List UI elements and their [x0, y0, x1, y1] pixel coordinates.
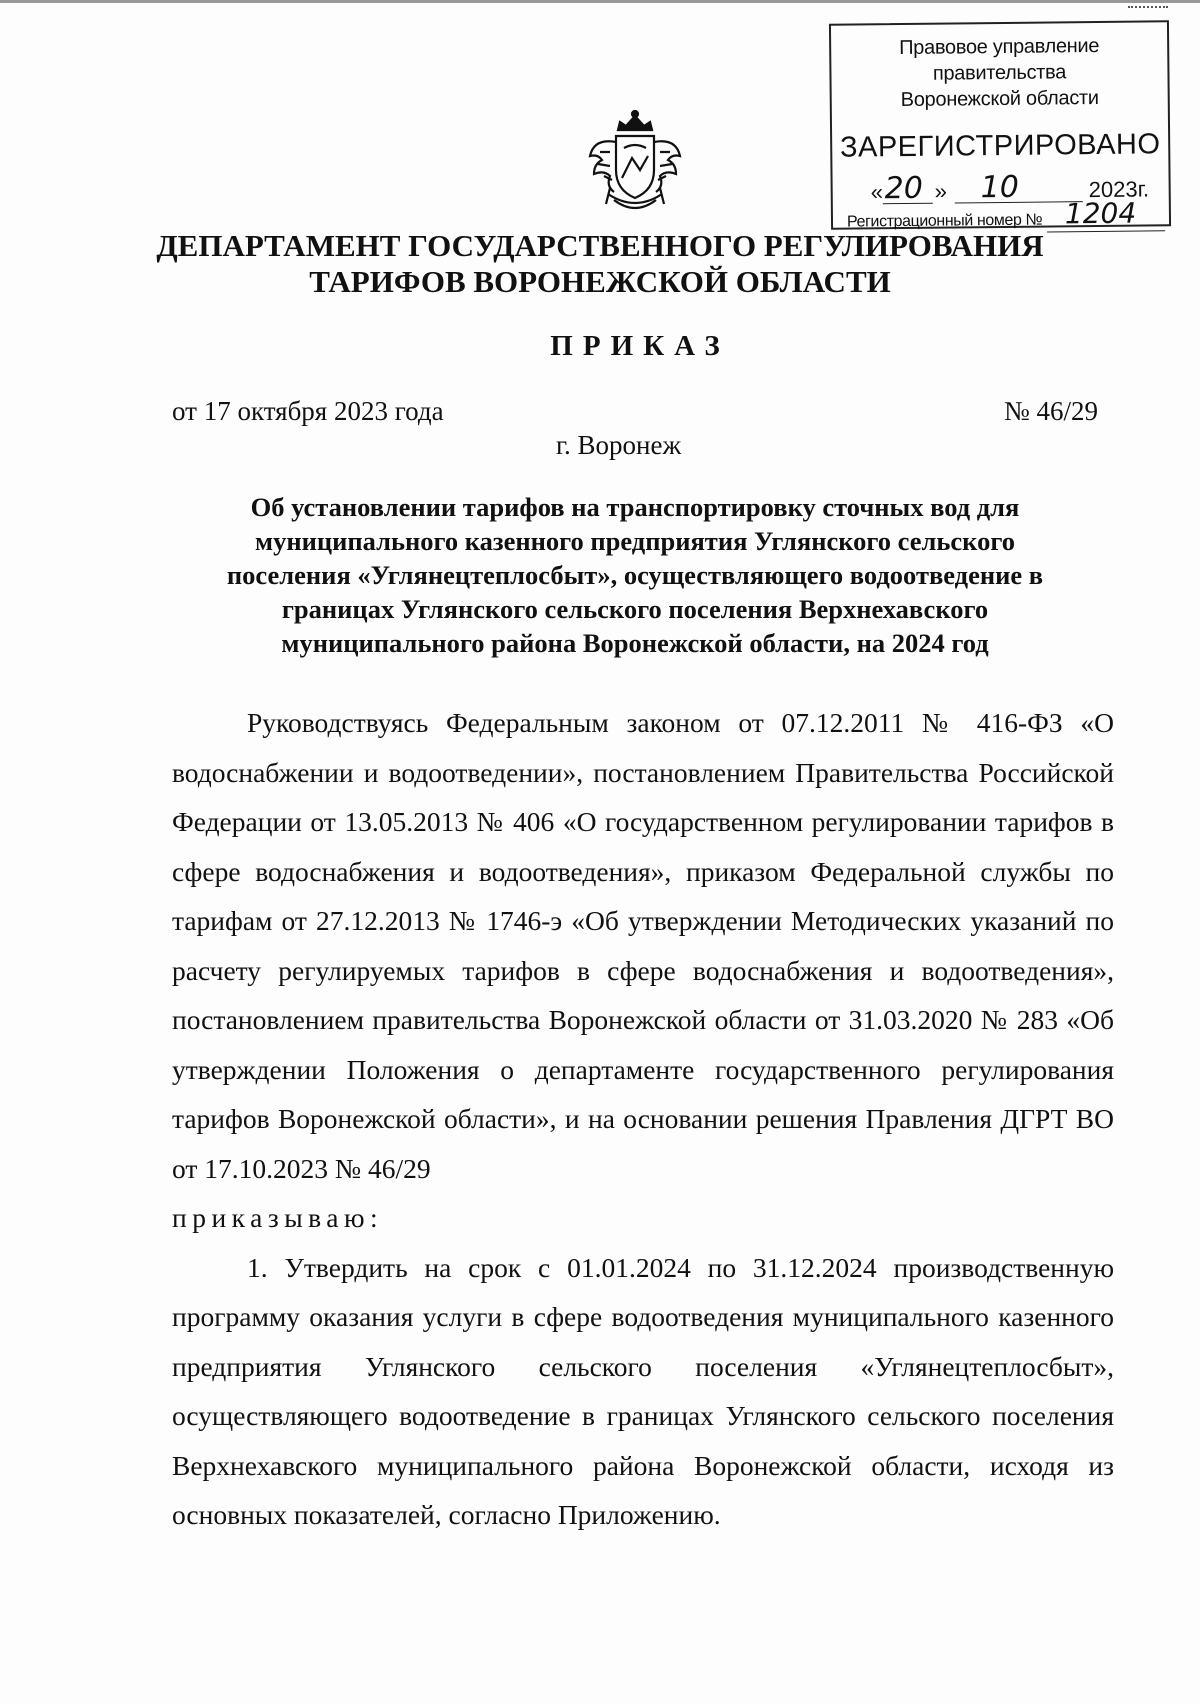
coat-of-arms-icon — [580, 108, 690, 218]
stamp-reg-value: 1204 — [1064, 196, 1137, 231]
document-number: № 46/29 — [1004, 396, 1099, 426]
stamp-reg-label: Регистрационный номер № — [846, 211, 1043, 231]
scan-edge — [0, 0, 1200, 3]
stamp-org-line1: Правовое управление правительства — [899, 34, 1100, 85]
document-subject: Об установлении тарифов на транспортировку сточных вод для муниципального казенного предприятия Углянского сельского поселения «Углянецтеплосбыт», осуществляющего водоотведение в границах Углянского сельского поселения Верхнехавского муниципального района Воронежской области, на 2024 год — [226, 492, 1044, 658]
document-type: ПРИКАЗ — [550, 330, 730, 362]
stamp-quote-open: « — [870, 179, 884, 205]
stamp-date-day: 20 — [884, 170, 924, 207]
order-item-1: 1. Утвердить на срок с 01.01.2024 по 31.12.2024 производственную программу оказания услуги в сфере водоотведения муниципального казенного предприятия Углянского сельского поселения «Углянецтеплосбыт», осуществляющего водоотведение в границах Углянского сельского поселения Верхнехавского муниципального района Воронежской области, исходя из основных показателей, согласно Приложению. — [172, 1251, 1114, 1530]
stamp-org-line2: Воронежской области — [900, 86, 1099, 112]
stamp-date-month: 10 — [980, 169, 1020, 206]
department-title — [150, 228, 1050, 300]
document-date: от 17 октября 2023 года — [172, 396, 444, 426]
stamp-reg-number — [846, 196, 1167, 231]
stamp-registered: ЗАРЕГИСТРИРОВАНО — [839, 128, 1161, 164]
stamp-organization — [831, 32, 1168, 114]
document-body — [172, 698, 1114, 1540]
document-city: г. Воронеж — [556, 430, 682, 460]
scan-mark — [1128, 0, 1168, 8]
preamble-paragraph: Руководствуясь Федеральным законом от 07.12.2011 № 416-ФЗ «О водоснабжении и водоотведении», постановлением Правительства Российской Федерации от 13.05.2013 № 406 «О государственном регулировании тарифов в сфере водоснабжения и водоотведения», приказом Федеральной службы по тарифам от 27.12.2013 № 1746-э «Об утверждении Методических указаний по расчету регулируемых тарифов в сфере водоснабжения и водоотведения», постановлением правительства Воронежской области от 31.03.2020 № 283 «Об утверждении Положения о департаменте государственного регулирования тарифов Воронежской области», и на основании решения Правления ДГРТ ВО от 17.10.2023 № 46/29 — [172, 707, 1114, 1184]
department-title-line2: ТАРИФОВ ВОРОНЕЖСКОЙ ОБЛАСТИ — [309, 264, 891, 299]
registration-stamp — [829, 20, 1171, 230]
department-title-line1: ДЕПАРТАМЕНТ ГОСУДАРСТВЕННОГО РЕГУЛИРОВАНИЯ — [156, 228, 1044, 263]
order-word: приказываю: — [172, 1202, 384, 1233]
stamp-underline — [1047, 230, 1165, 232]
stamp-quote-close: » — [934, 178, 948, 204]
stamp-date-year: 2023г. — [1088, 176, 1150, 203]
